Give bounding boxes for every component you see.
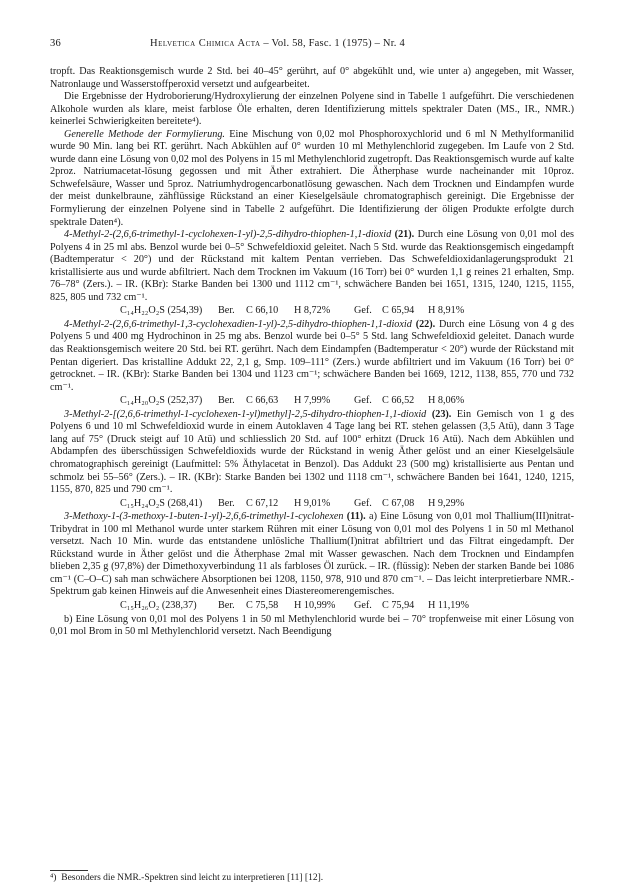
compound-number: (21). (394, 229, 415, 241)
formula-h-found: H 8,91% (428, 305, 465, 317)
compound-heading: 4-Methyl-2-(2,6,6-trimethyl-1,3-cyclohexadien-1-yl)-2,5-dihydro-thiophen-1,1-dioxid (64, 318, 412, 330)
formula-c-found: C 66,52 (382, 395, 415, 407)
formula-h-calc: H 8,72% (294, 305, 331, 317)
formula-h-calc: H 10,99% (294, 599, 336, 611)
compound-number: (22). (415, 318, 436, 330)
footnote-marker: ⁴) (50, 873, 57, 883)
paragraph-compound-21 (50, 229, 574, 304)
paragraph-continuation: tropft. Das Reaktionsgemisch wurde 2 Std. bei 40–45° gerührt, auf 0° abgekühlt und, wie unter a) angegeben, mit Wasser, Natronlauge und Wasserstoffperoxid versetzt und aufgearbeitet. (50, 66, 574, 90)
paragraph-text: Durch eine Lösung von 0,01 mol des Polyens 4 in 25 ml abs. Benzol wurde bei 0–5° Schwefeldioxid geleitet. Nach 5 Std. wurde das Reaktionsgemisch eingedampft (Badtemperatur < 20°) und der Rückstand mit kaltem Pentan verrieben. Das Schwefeldioxidanlagerungsprodukt 21 kristallisierte aus und wurde abfiltriert. Nach dem Trocknen im Vakuum (16 Torr) bei 0° wurden 1,1 g reines 21 erhalten, Smp. 76–78° (Zers.). – IR. (KBr): Starke Banden bei 1300 und 1112 cm⁻¹, schwächere Banden bei 1651, 1315, 1240, 1215, 1155, 825, 805 und 732 cm⁻¹. (50, 229, 574, 303)
elemental-analysis (50, 498, 574, 511)
footnote-rule (50, 870, 88, 871)
formula-compound: C₁₅H₂₆O₂ (238,37) (120, 599, 197, 611)
journal-name: Helvetica Chimica Acta (150, 38, 261, 49)
formula-gef: Gef. (354, 395, 372, 407)
formula-ber: Ber. (218, 497, 235, 509)
compound-number: (23). (431, 408, 452, 420)
paragraph-hydroborierung: Die Ergebnisse der Hydroborierung/Hydroxylierung der einzelnen Polyene sind in Tabelle 1 aufgeführt. Die verschiedenen Alkohole wurden als klare, meist farblose Öle erhalten, deren Identifizierung mittels spektraler Daten (MS., IR., NMR.) keinerlei Schwierigkeiten bereitete⁴). (50, 91, 574, 128)
paragraph-variant-b: b) Eine Lösung von 0,01 mol des Polyens 1 in 50 ml Methylenchlorid wurde bei – 70° tropfenweise mit einer Lösung von 0,01 mol Brom in 50 ml Methylenchlorid versetzt. Nach Beendigung (50, 613, 574, 638)
paragraph-compound-23 (50, 409, 574, 497)
formula-h-calc: H 9,01% (294, 497, 331, 509)
formula-gef: Gef. (354, 305, 372, 317)
formula-c-found: C 75,94 (382, 599, 415, 611)
elemental-analysis (50, 395, 574, 408)
formula-ber: Ber. (218, 599, 235, 611)
formula-compound: C₁₅H₂₄O₂S (268,41) (120, 497, 203, 509)
paragraph-formylierung (50, 129, 574, 229)
compound-heading: 3-Methoxy-1-(3-methoxy-1-buten-1-yl)-2,6,6-trimethyl-1-cyclohexen (64, 511, 344, 523)
formula-gef: Gef. (354, 599, 372, 611)
formula-ber: Ber. (218, 395, 235, 407)
footnote-text: Besonders die NMR.-Spektren sind leicht zu interpretieren [11] [12]. (61, 873, 324, 883)
formula-c-found: C 65,94 (382, 305, 415, 317)
compound-heading: 4-Methyl-2-(2,6,6-trimethyl-1-cyclohexen-1-yl)-2,5-dihydro-thiophen-1,1-dioxid (64, 229, 392, 241)
formula-c-calc: C 67,12 (246, 497, 279, 509)
formula-h-calc: H 7,99% (294, 395, 331, 407)
formula-c-calc: C 75,58 (246, 599, 279, 611)
paragraph-compound-22 (50, 319, 574, 394)
elemental-analysis (50, 305, 574, 318)
formula-compound: C₁₄H₂₂O₂S (254,39) (120, 305, 203, 317)
formula-h-found: H 9,29% (428, 497, 465, 509)
running-header (50, 38, 570, 54)
running-title (150, 38, 405, 49)
formula-c-found: C 67,08 (382, 497, 415, 509)
paragraph-compound-11 (50, 511, 574, 599)
formula-h-found: H 11,19% (428, 599, 469, 611)
paragraph-text: Ein Gemisch von 1 g des Polyens 6 und 10 ml Schwefeldioxid wurde in einem Autoklaven 4 Tage lang bei RT. stehen gelassen (3,5 Atü), dann 3 Tage lang auf 75° (Druck steigt auf 10 Atü) und schliesslich 20 Std. auf 100° erhitzt (Druck 16 Atü). Nach dem Abkühlen und Abdampfen des überschüssigen Schwefeldioxids wurde der Rückstand in wenig Äther gelöst und an einer Kieselgelsäule chromatographisch gereinigt (Laufmittel: 5% Äthylacetat in Benzol). Das Addukt 23 (500 mg) kristallisierte aus Pentan und schmolz bei 55–56° (Zers.). – IR. (KBr): Starke Banden bei 1302 und 1118 cm⁻¹, schwächere Banden bei 1641, 1240, 1215, 1155, 870, 825 und 790 cm⁻¹. (50, 408, 574, 496)
formula-h-found: H 8,06% (428, 395, 465, 407)
elemental-analysis (50, 600, 574, 613)
compound-number: (11). (346, 511, 366, 523)
page-number: 36 (50, 38, 61, 49)
formula-c-calc: C 66,10 (246, 305, 279, 317)
formula-c-calc: C 66,63 (246, 395, 279, 407)
formula-ber: Ber. (218, 305, 235, 317)
journal-issue: – Vol. 58, Fasc. 1 (1975) – Nr. 4 (263, 38, 405, 49)
paragraph-text: Eine Mischung von 0,02 mol Phosphoroxychlorid und 6 ml N Methylformanilid wurde 90 Min. lang bei RT. gerührt. Nach Abkühlen auf 0° wurden 10 ml Methylenchlorid zugegeben. Im Laufe von 2 Std. wurde dann eine Lösung von 0,02 mol des Polyens in 15 ml Methylenchlorid zugetropft. Das Reaktionsgemisch wurde auf kalte 2proz. Natriumacetat-lösung gegossen und mit Äther extrahiert. Die Ätherphase wurde nacheinander mit 10proz. Schwefelsäure, Wasser und 5proz. Natriumhydrogencarbonatlösung gewaschen. Nach dem Trocknen und Eindampfen wurde der meist dunkelbraune, zähflüssige Rückstand an einer Kieselgelsäule chromatographisch gereinigt. Die Ergebnisse der Formylierung der einzelnen Polyene sind in Tabelle 2 aufgeführt. Die Identifizierung der öligen Produkte erfolgte durch spektrale Daten⁴). (50, 128, 574, 228)
paragraph-text: a) Eine Lösung von 0,01 mol Thallium(III)nitrat-Tribydrat in 100 ml Methanol wurde unter starkem Rühren mit einer Lösung von 0,01 mol des Polyens 1 in 50 ml Methanol versetzt. Nach 10 Min. wurde das entstandene unlösliche Thallium(I)nitrat abfiltriert und das Filtrat eingedampft. Der Rückstand wurde in Äther gelöst und die Ätherphase 2mal mit Wasser gewaschen. Nach dem Trocknen und Eindampfen blieben 2,35 g (97,8%) der Dimethoxyverbindung 11 als farbloses Öl zurück. – IR. (flüssig): Neben der starken Bande bei 1086 cm⁻¹ (C–O–C) sah man schwächere Absorptionen bei 1208, 1150, 978, 910 und 870 cm⁻¹. – Das leicht interpretierbare NMR.-Spektrum gab keinen Hinweis auf die Anwesenheit eines Diastereomerengemisches. (50, 511, 575, 598)
compound-heading: 3-Methyl-2-[(2,6,6-trimethyl-1-cyclohexen-1-yl)methyl]-2,5-dihydro-thiophen-1,1-dioxid (64, 408, 427, 420)
article-body (50, 66, 574, 639)
paragraph-text: Durch eine Lösung von 4 g des Polyens 5 und 400 mg Hydrochinon in 25 mg abs. Benzol wurde bei 0–5° 5 Std. lang Schwefeldioxid geleitet. Danach wurde das Reaktionsgemisch weitere 20 Std. bei RT. gerührt. Nach dem Eindampfen (Badtemperatur < 20°) wurde der Rückstand mit Pentan digeriert. Das kristalline Addukt 22, 2,1 g, Smp. 109–111° (Zers.) wurde abfiltriert und im Vakuum (16 Torr) bei 0° getrocknet. – IR. (KBr): Starke Banden bei 1304 und 1123 cm⁻¹; schwächere Banden bei 1669, 1212, 1138, 855, 770 und 732 cm⁻¹. (50, 318, 574, 393)
formula-gef: Gef. (354, 497, 372, 509)
footnote (50, 873, 574, 884)
formula-compound: C₁₄H₂₀O₂S (252,37) (120, 395, 203, 407)
section-heading: Generelle Methode der Formylierung. (64, 128, 225, 140)
